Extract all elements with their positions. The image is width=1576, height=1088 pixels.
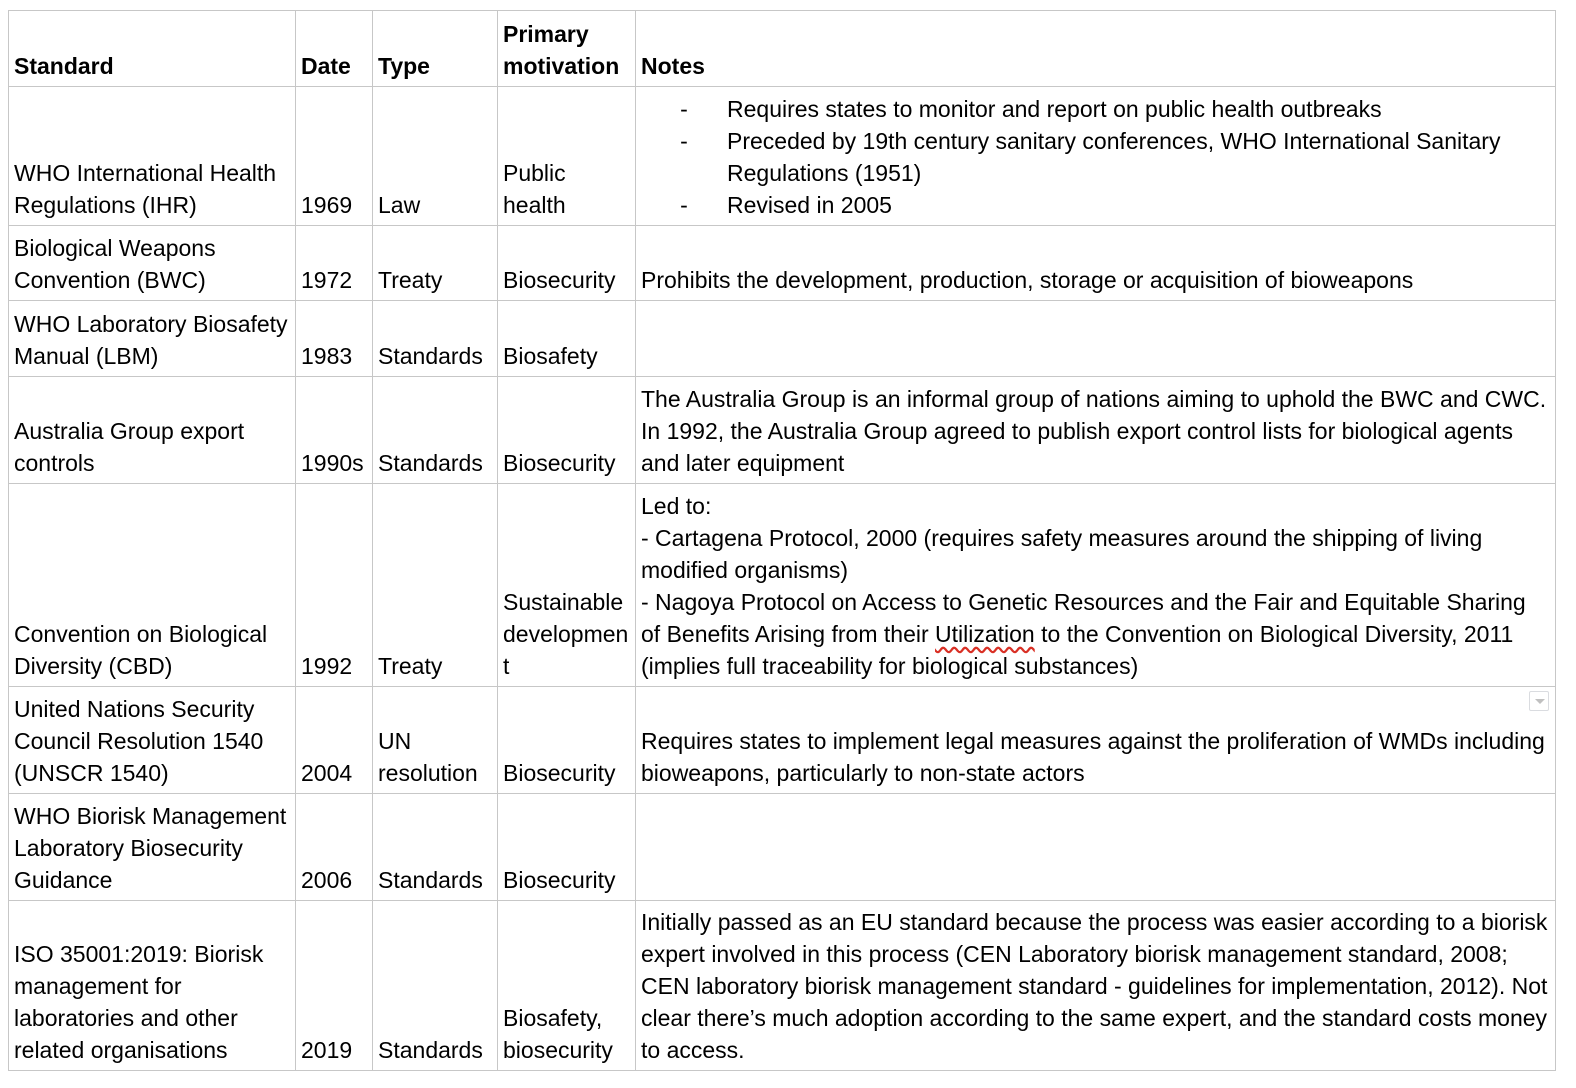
cell-motivation[interactable]: Public health — [498, 87, 636, 226]
cell-notes[interactable]: Prohibits the development, production, storage or acquisition of bioweapons — [636, 226, 1556, 301]
table-row — [9, 794, 1556, 901]
header-motivation[interactable] — [498, 11, 636, 87]
cell-type[interactable]: Treaty — [373, 226, 498, 301]
header-motivation-line1: Primary — [503, 21, 589, 47]
cell-type[interactable]: Law — [373, 87, 498, 226]
dropdown-chevron-icon[interactable] — [1529, 691, 1549, 711]
cell-date[interactable]: 2004 — [296, 687, 373, 794]
standards-table — [8, 10, 1556, 1071]
cell-notes[interactable]: The Australia Group is an informal group of nations aiming to uphold the BWC and CWC. In 1992, the Australia Group agreed to publish export control lists for biological agents and later equipment — [636, 377, 1556, 484]
cell-date[interactable]: 1969 — [296, 87, 373, 226]
cell-motivation[interactable]: Biosafety, biosecurity — [498, 901, 636, 1071]
bullet-text: Preceded by 19th century sanitary conferences, WHO International Sanitary Regulations (1951) — [727, 128, 1501, 186]
header-standard[interactable]: Standard — [9, 11, 296, 87]
notes-line — [641, 586, 1550, 682]
cell-notes[interactable] — [636, 484, 1556, 687]
table-row — [9, 226, 1556, 301]
bullet-marker: - — [680, 192, 688, 218]
cell-notes[interactable]: Initially passed as an EU standard because the process was easier according to a biorisk expert involved in this process (CEN Laboratory biorisk management standard, 2008; CEN laboratory biorisk management standard - guidelines for implementation, 2012). Not clear there’s much adoption according to the same expert, and the standard costs money to access. — [636, 901, 1556, 1071]
cell-type[interactable]: Standards — [373, 377, 498, 484]
cell-motivation[interactable]: Biosecurity — [498, 226, 636, 301]
cell-motivation[interactable]: Biosecurity — [498, 794, 636, 901]
cell-motivation[interactable]: Sustainable development — [498, 484, 636, 687]
cell-notes[interactable] — [636, 87, 1556, 226]
notes-line: - Cartagena Protocol, 2000 (requires safety measures around the shipping of living modified organisms) — [641, 525, 1483, 583]
cell-standard[interactable]: Australia Group export controls — [9, 377, 296, 484]
header-motivation-line2: motivation — [503, 53, 620, 79]
cell-date[interactable]: 1972 — [296, 226, 373, 301]
cell-motivation[interactable]: Biosecurity — [498, 687, 636, 794]
cell-motivation[interactable]: Biosafety — [498, 301, 636, 377]
spellcheck-flagged-word[interactable]: Utilization — [935, 621, 1035, 647]
cell-type[interactable]: Treaty — [373, 484, 498, 687]
cell-type[interactable]: Standards — [373, 794, 498, 901]
bullet-marker: - — [680, 96, 688, 122]
notes-bullet — [641, 93, 1550, 125]
cell-date[interactable]: 2019 — [296, 901, 373, 1071]
bullet-marker: - — [680, 128, 688, 154]
notes-text: - Nagoya Protocol on Access to Genetic Resources and the Fair and Equitable Sharing of Benefits Arising from their — [641, 589, 1526, 647]
header-notes[interactable]: Notes — [636, 11, 1556, 87]
notes-line: Led to: — [641, 493, 712, 519]
cell-date[interactable]: 1992 — [296, 484, 373, 687]
cell-notes[interactable] — [636, 687, 1556, 794]
table-row — [9, 901, 1556, 1071]
cell-standard[interactable]: ISO 35001:2019: Biorisk management for laboratories and other related organisations — [9, 901, 296, 1071]
cell-notes[interactable] — [636, 301, 1556, 377]
cell-motivation[interactable]: Biosecurity — [498, 377, 636, 484]
header-date[interactable]: Date — [296, 11, 373, 87]
notes-bullet — [641, 125, 1550, 189]
header-row — [9, 11, 1556, 87]
bullet-text: Requires states to monitor and report on public health outbreaks — [727, 96, 1382, 122]
cell-standard[interactable]: United Nations Security Council Resolution 1540 (UNSCR 1540) — [9, 687, 296, 794]
table-row — [9, 687, 1556, 794]
table-row — [9, 87, 1556, 226]
cell-date[interactable]: 1983 — [296, 301, 373, 377]
table-row — [9, 484, 1556, 687]
cell-notes[interactable] — [636, 794, 1556, 901]
cell-type[interactable]: Standards — [373, 301, 498, 377]
cell-standard[interactable]: WHO Laboratory Biosafety Manual (LBM) — [9, 301, 296, 377]
cell-date[interactable]: 2006 — [296, 794, 373, 901]
cell-standard[interactable]: Convention on Biological Diversity (CBD) — [9, 484, 296, 687]
cell-type[interactable]: Standards — [373, 901, 498, 1071]
bullet-text: Revised in 2005 — [727, 192, 892, 218]
notes-text: Requires states to implement legal measures against the proliferation of WMDs including bioweapons, particularly to non-state actors — [641, 728, 1545, 786]
table-row — [9, 301, 1556, 377]
cell-type[interactable]: UN resolution — [373, 687, 498, 794]
notes-bullet — [641, 189, 1550, 221]
cell-standard[interactable]: WHO International Health Regulations (IHR) — [9, 87, 296, 226]
notes-text: to the Convention on Biological Diversity, 2011 (implies full traceability for biological substances) — [641, 621, 1514, 679]
cell-standard[interactable]: Biological Weapons Convention (BWC) — [9, 226, 296, 301]
cell-date[interactable]: 1990s — [296, 377, 373, 484]
cell-standard[interactable]: WHO Biorisk Management Laboratory Biosecurity Guidance — [9, 794, 296, 901]
header-type[interactable]: Type — [373, 11, 498, 87]
table-row — [9, 377, 1556, 484]
